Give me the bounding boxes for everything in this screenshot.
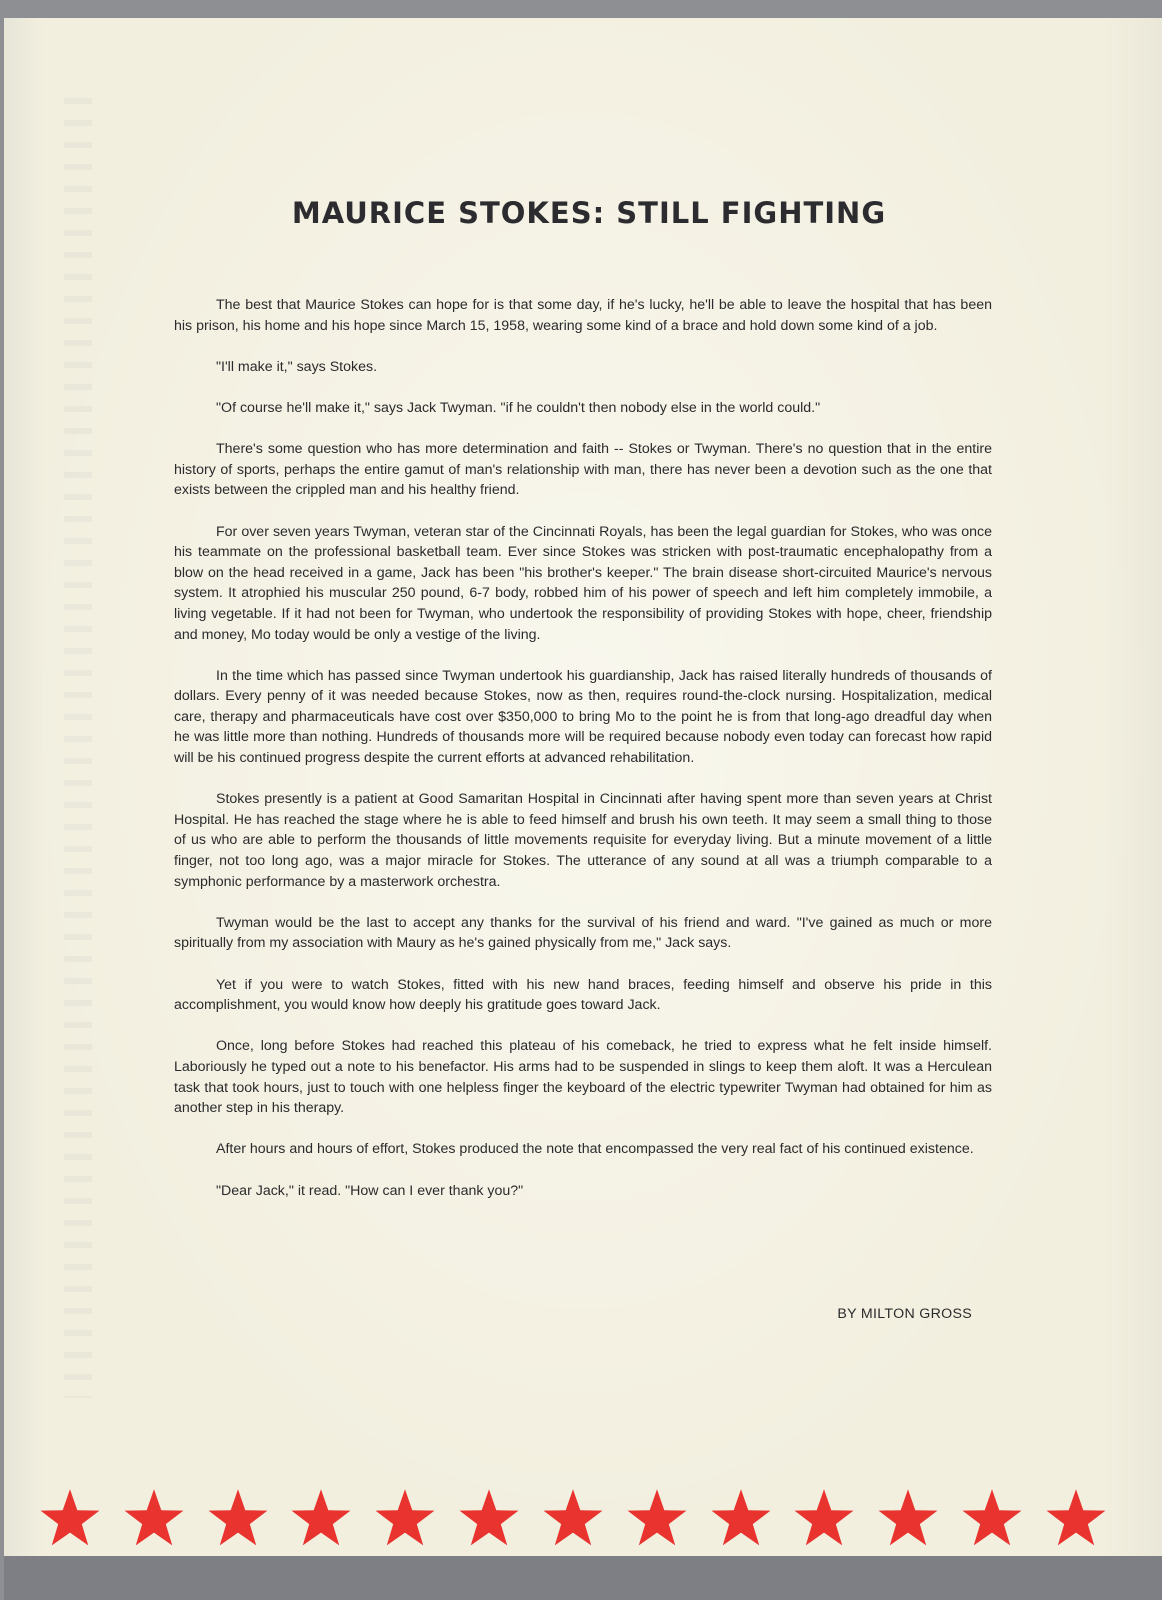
paper-edge-texture (64, 98, 92, 1398)
paragraph-7: Stokes presently is a patient at Good Samaritan Hospital in Cincinnati after having spent more than seven years at Christ Hospital. He has reached the stage where he is able to feed himself and brush his own teeth. It may seem a small thing to those of us who are able to perform the thousands of little movements requisite for everyday living. But a minute movement of a little finger, not too long ago, was a major miracle for Stokes. The utterance of any sound at all was a triumph comparable to a symphonic performance by a masterwork orchestra. (174, 791, 992, 890)
paragraph-1: The best that Maurice Stokes can hope for is that some day, if he's lucky, he'll be able to leave the hospital that has been his prison, his home and his hope since March 15, 1958, wearing some kind of a brace and hold down some kind of a job. (174, 297, 992, 334)
paragraph-4: There's some question who has more determination and faith -- Stokes or Twyman. There's no question that in the entire history of sports, perhaps the entire gamut of man's relationship with man, there has never been a devotion such as the one that exists between the crippled man and his healthy friend. (174, 441, 992, 499)
star-icon (1044, 1488, 1108, 1550)
paragraph-6: In the time which has passed since Twyman undertook his guardianship, Jack has raised literally hundreds of thousands of dollars. Every penny of it was needed because Stokes, now as then, requires round-the-clock nursing. Hospitalization, medical care, therapy and pharmaceuticals have cost over $350,000 to bring Mo to the point he is from that long-ago dreadful day when he was little more than nothing. Hundreds of thousands more will be required because nobody even today can forecast how rapid will be his continued progress despite the current efforts at advanced rehabilitation. (174, 667, 992, 767)
star-border (38, 1488, 1108, 1550)
paragraph-10: Once, long before Stokes had reached this plateau of his comeback, he tried to express what he felt inside himself. Laboriously he typed out a note to his benefactor. His arms had to be suspended in slings to keep them aloft. It was a Herculean task that took hours, just to touch with one helpless finger the keyboard of the electric typewriter Twyman had obtained for him as another step in his therapy. (174, 1038, 992, 1117)
paragraph-11: After hours and hours of effort, Stokes produced the note that encompassed the very real fact of his continued existence. (216, 1141, 974, 1158)
scan-background-edge (4, 1556, 1162, 1600)
star-icon (625, 1488, 689, 1550)
star-icon (457, 1488, 521, 1550)
article-title: MAURICE STOKES: STILL FIGHTING (291, 196, 887, 230)
star-icon (960, 1488, 1024, 1550)
paragraph-9: Yet if you were to watch Stokes, fitted with his new hand braces, feeding himself and observe his pride in this accomplishment, you would know how deeply his gratitude goes toward Jack. (174, 976, 992, 1014)
star-icon (373, 1488, 437, 1550)
paragraph-8: Twyman would be the last to accept any thanks for the survival of his friend and ward. "I've gained as much or more spiritually from my association with Maury as he's gained physically from me," Jack says. (174, 914, 992, 952)
article-body (174, 295, 992, 1222)
star-icon (122, 1488, 186, 1550)
star-icon (206, 1488, 270, 1550)
paragraph-3: "Of course he'll make it," says Jack Twyman. "if he couldn't then nobody else in the world could." (216, 399, 821, 416)
paragraph-5: For over seven years Twyman, veteran star of the Cincinnati Royals, has been the legal guardian for Stokes, who was once his teammate on the professional basketball team. Ever since Stokes was stricken with post-traumatic encephalopathy from a blow on the head received in a game, Jack has been "his brother's keeper." The brain disease short-circuited Maurice's nervous system. It atrophied his muscular 250 pound, 6-7 body, robbed him of his power of speech and left him completely immobile, a living vegetable. If it had not been for Twyman, who undertook the responsibility of providing Stokes with hope, cheer, friendship and money, Mo today would be only a vestige of the living. (174, 523, 992, 643)
page-sheet (4, 18, 1162, 1556)
star-icon (709, 1488, 773, 1550)
author-byline: BY MILTON GROSS (837, 1306, 972, 1322)
star-icon (289, 1488, 353, 1550)
star-icon (38, 1488, 102, 1550)
star-icon (541, 1488, 605, 1550)
star-icon (876, 1488, 940, 1550)
paragraph-12: "Dear Jack," it read. "How can I ever thank you?" (216, 1182, 524, 1199)
paragraph-2: "I'll make it," says Stokes. (216, 358, 378, 375)
star-icon (792, 1488, 856, 1550)
